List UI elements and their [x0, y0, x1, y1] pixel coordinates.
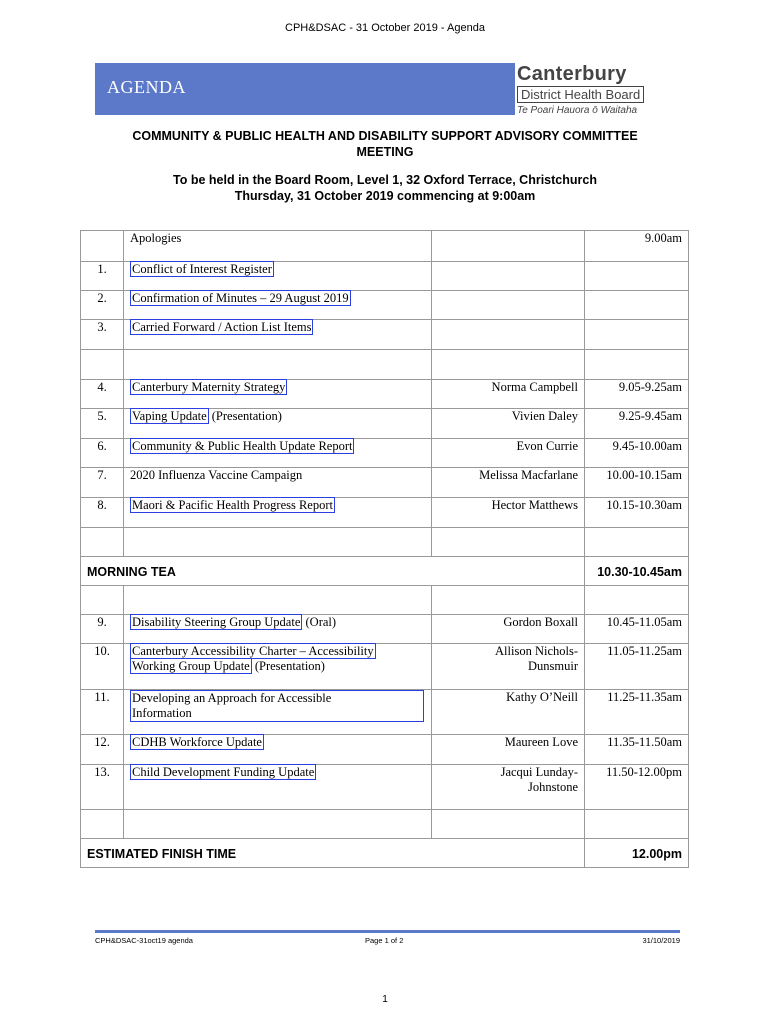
- morning-tea-label: MORNING TEA: [81, 557, 585, 586]
- item-link[interactable]: Disability Steering Group Update: [132, 615, 301, 629]
- item-number: 9.: [81, 615, 124, 644]
- morning-tea-row: [81, 557, 689, 586]
- table-row: [81, 262, 689, 291]
- apologies-label: Apologies: [124, 231, 432, 262]
- presenter-cont: Johnstone: [528, 780, 578, 794]
- agenda-table: [80, 230, 689, 868]
- item-number: 2.: [81, 291, 124, 320]
- item-link[interactable]: Vaping Update: [132, 409, 207, 423]
- table-row: [81, 615, 689, 644]
- table-row-empty: [81, 810, 689, 839]
- item-number: 10.: [81, 644, 124, 690]
- table-row-empty: [81, 586, 689, 615]
- presenter: Allison Nichols-: [495, 644, 578, 658]
- meeting-title: [95, 128, 675, 160]
- presenter: Hector Matthews: [432, 498, 585, 528]
- item-link-cont[interactable]: Working Group Update: [132, 659, 250, 673]
- item-suffix: (Presentation): [251, 659, 325, 673]
- item-link[interactable]: Canterbury Accessibility Charter – Accessibility: [132, 644, 374, 658]
- agenda-banner: [95, 63, 515, 115]
- item-time: 11.05-11.25am: [585, 644, 689, 690]
- item-time: 11.50-12.00pm: [585, 765, 689, 810]
- footer-center: Page 1 of 2: [365, 936, 404, 945]
- item-number: 6.: [81, 439, 124, 468]
- table-row: [81, 690, 689, 735]
- table-row: [81, 320, 689, 350]
- presenter: Maureen Love: [432, 735, 585, 765]
- item-link[interactable]: Confirmation of Minutes – 29 August 2019: [132, 291, 349, 305]
- morning-tea-time: 10.30-10.45am: [585, 557, 689, 586]
- presenter: Norma Campbell: [432, 380, 585, 409]
- finish-row: [81, 839, 689, 868]
- item-time: 9.45-10.00am: [585, 439, 689, 468]
- item-time: 9.05-9.25am: [585, 380, 689, 409]
- presenter: Gordon Boxall: [432, 615, 585, 644]
- footer-rule: [95, 930, 680, 933]
- footer-left: CPH&DSAC-31oct19 agenda: [95, 936, 193, 945]
- table-row: [81, 380, 689, 409]
- table-row: [81, 291, 689, 320]
- item-number: 7.: [81, 468, 124, 498]
- meeting-venue: [95, 172, 675, 204]
- table-row: [81, 765, 689, 810]
- logo-line-1: Canterbury: [517, 63, 627, 85]
- table-row: [81, 468, 689, 498]
- table-row: [81, 644, 689, 690]
- item-time: 10.00-10.15am: [585, 468, 689, 498]
- item-link[interactable]: Conflict of Interest Register: [132, 262, 272, 276]
- presenter: Vivien Daley: [432, 409, 585, 439]
- logo-line-3: Te Poari Hauora ō Waitaha: [517, 105, 638, 116]
- table-row-empty: [81, 528, 689, 557]
- item-link[interactable]: [130, 690, 424, 722]
- footer-right: 31/10/2019: [642, 936, 680, 945]
- item-link-line-2: Information: [132, 706, 192, 720]
- item-suffix: (Oral): [302, 615, 337, 629]
- item-link[interactable]: Child Development Funding Update: [132, 765, 315, 779]
- venue-line-2: Thursday, 31 October 2019 commencing at 9:00am: [234, 189, 536, 203]
- table-row: [81, 735, 689, 765]
- presenter: Kathy O’Neill: [432, 690, 585, 735]
- item-time: 10.45-11.05am: [585, 615, 689, 644]
- finish-time: 12.00pm: [585, 839, 689, 868]
- item-link[interactable]: Canterbury Maternity Strategy: [132, 380, 286, 394]
- cdhb-logo: [517, 63, 677, 115]
- item-time: 11.35-11.50am: [585, 735, 689, 765]
- page-number: 1: [382, 994, 388, 1005]
- presenter: Jacqui Lunday-: [500, 765, 578, 779]
- table-row: [81, 231, 689, 262]
- title-line-2: MEETING: [356, 145, 414, 159]
- item-link[interactable]: Community & Public Health Update Report: [132, 439, 353, 453]
- table-row-empty: [81, 350, 689, 380]
- finish-label: ESTIMATED FINISH TIME: [81, 839, 585, 868]
- table-row: [81, 498, 689, 528]
- item-link[interactable]: Carried Forward / Action List Items: [132, 320, 312, 334]
- logo-line-2: District Health Board: [517, 86, 644, 103]
- item-number: 13.: [81, 765, 124, 810]
- title-line-1: COMMUNITY & PUBLIC HEALTH AND DISABILITY SUPPORT ADVISORY COMMITTEE: [132, 129, 638, 143]
- item-time: 11.25-11.35am: [585, 690, 689, 735]
- item-number: 3.: [81, 320, 124, 350]
- running-header: CPH&DSAC - 31 October 2019 - Agenda: [285, 22, 485, 34]
- item-time: 9.25-9.45am: [585, 409, 689, 439]
- apologies-time: 9.00am: [585, 231, 689, 262]
- item-text: 2020 Influenza Vaccine Campaign: [124, 468, 432, 498]
- item-number: 11.: [81, 690, 124, 735]
- item-link[interactable]: Maori & Pacific Health Progress Report: [132, 498, 333, 512]
- table-row: [81, 439, 689, 468]
- presenter-cont: Dunsmuir: [528, 659, 578, 673]
- item-link-line-1: Developing an Approach for Accessible: [132, 691, 332, 705]
- item-suffix: (Presentation): [208, 409, 282, 423]
- presenter: Evon Currie: [432, 439, 585, 468]
- item-number: 8.: [81, 498, 124, 528]
- item-time: 10.15-10.30am: [585, 498, 689, 528]
- banner-label: AGENDA: [107, 77, 186, 97]
- venue-line-1: To be held in the Board Room, Level 1, 32 Oxford Terrace, Christchurch: [173, 173, 597, 187]
- item-number: 1.: [81, 262, 124, 291]
- table-row: [81, 409, 689, 439]
- presenter: Melissa Macfarlane: [432, 468, 585, 498]
- item-number: 5.: [81, 409, 124, 439]
- item-link[interactable]: CDHB Workforce Update: [132, 735, 262, 749]
- item-number: 12.: [81, 735, 124, 765]
- item-number: 4.: [81, 380, 124, 409]
